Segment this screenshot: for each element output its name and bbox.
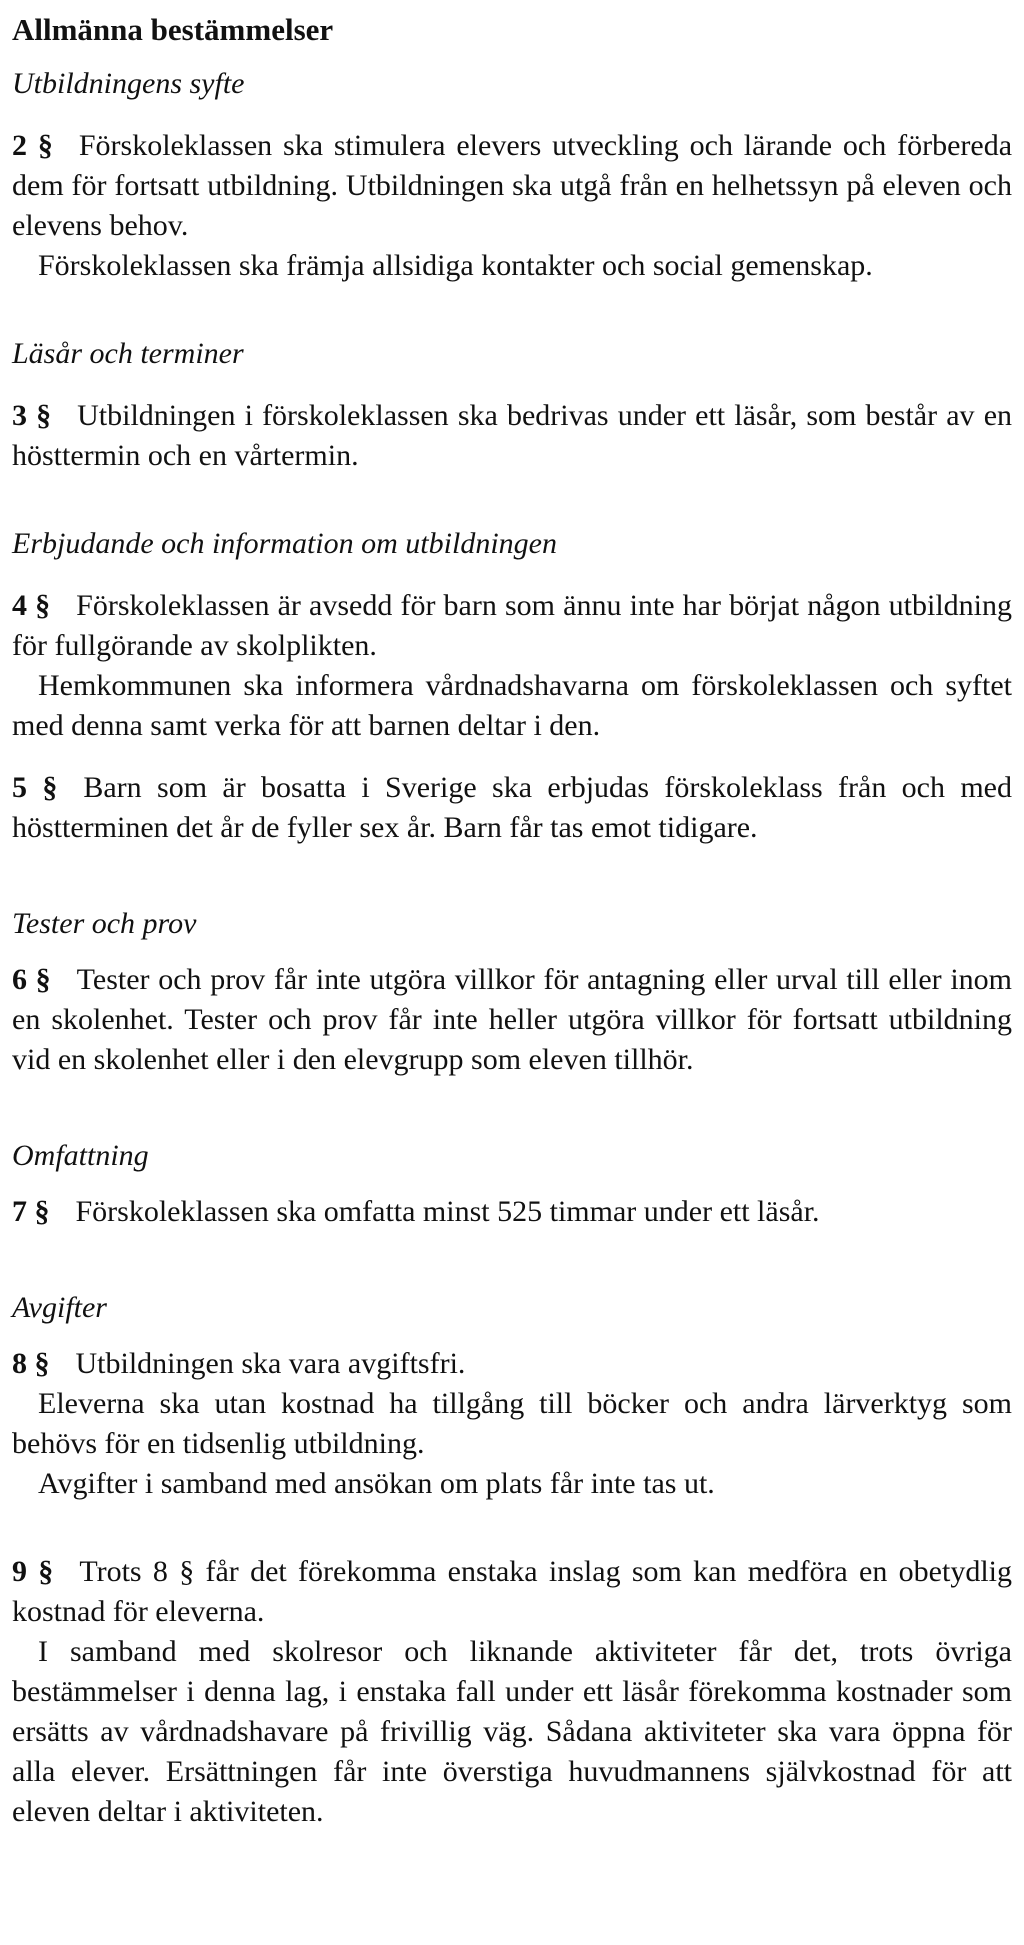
section-heading: Avgifter [12,1291,107,1324]
paragraph-text [12,960,1012,1080]
paragraph-line: Barn som är bosatta i Sverige ska erbjudas förskoleklass från och med höstterminen det år de fyller sex år. Barn får tas emot tidigare. [12,771,1012,844]
paragraph-8 [12,1344,1012,1504]
section-number: 5 § [12,771,58,804]
section-number: 7 § [12,1195,50,1228]
paragraph-4 [12,586,1012,746]
section-utbildningens-syfte [12,64,1012,286]
paragraph-line: Utbildningen i förskoleklassen ska bedrivas under ett läsår, som består av en hösttermin och en vårtermin. [12,399,1013,472]
paragraph-line: Förskoleklassen ska stimulera elevers utveckling och lärande och förbereda dem för fortsatt utbildning. Utbildningen ska utgå från en helhetssyn på eleven och elevens behov. [12,129,1013,242]
paragraph-text: Förskoleklassen ska främja allsidiga kontakter och social gemenskap. [38,249,873,282]
paragraph-line: Förskoleklassen ska omfatta minst 525 timmar under ett läsår. [75,1195,820,1228]
document-title: Allmänna bestämmelser [12,12,334,47]
paragraph-6 [12,960,1012,1080]
paragraph-line: Förskoleklassen är avsedd för barn som ännu inte har börjat någon utbildning för fullgörande av skolplikten. [12,589,1013,662]
section-number: 3 § [12,399,52,432]
paragraph-text: Avgifter i samband med ansökan om plats får inte tas ut. [38,1467,715,1500]
paragraph-text [12,1192,1012,1232]
section-number: 4 § [12,589,51,622]
document-page [12,0,1012,1832]
section-number: 2 § [12,129,53,162]
paragraph-text [12,768,1012,848]
paragraph-5 [12,768,1012,848]
paragraph-text: I samband med skolresor och liknande aktiviteter får det, trots övriga bestämmelser i denna lag, i enstaka fall under ett läsår förekomma kostnader som ersätts av vårdnadshavare på frivillig väg. Sådana aktiviteter ska vara öppna för alla elever. Ersättningen får inte överstiga huvudmannens självkostnad för att eleven deltar i aktiviteten. [12,1635,1012,1828]
section-heading: Läsår och terminer [12,337,244,370]
section-heading: Utbildningens syfte [12,67,245,100]
section-lasar-och-terminer [12,334,1012,476]
section-number: 9 § [12,1555,54,1588]
paragraph-2 [12,126,1012,286]
paragraph-3 [12,396,1012,476]
paragraph-line: Trots 8 § får det förekomma enstaka inslag som kan medföra en obetydlig kostnad för eleverna. [12,1555,1012,1628]
section-erbjudande-och-information [12,524,1012,848]
section-tester-och-prov [12,904,1012,1080]
paragraph-text: Eleverna ska utan kostnad ha tillgång till böcker och andra lärverktyg som behövs för en tidsenlig utbildning. [12,1387,1012,1460]
section-avgifter [12,1288,1012,1832]
paragraph-text [12,1552,1012,1632]
paragraph-9 [12,1552,1012,1832]
paragraph-line: Tester och prov får inte utgöra villkor för antagning eller urval till eller inom en skolenhet. Tester och prov får inte heller utgöra villkor för fortsatt utbildning vid en skolenhet eller i den elevgrupp som eleven tillhör. [12,963,1012,1076]
section-heading: Omfattning [12,1139,149,1172]
paragraph-text [12,1344,1012,1384]
section-heading: Tester och prov [12,907,197,940]
section-heading: Erbjudande och information om utbildningen [12,527,557,560]
paragraph-text [12,126,1012,246]
paragraph-text [12,396,1012,476]
paragraph-text: Hemkommunen ska informera vårdnadshavarna om förskoleklassen och syftet med denna samt verka för att barnen deltar i den. [12,669,1012,742]
section-number: 6 § [12,963,51,996]
section-number: 8 § [12,1347,50,1380]
section-omfattning [12,1136,1012,1232]
paragraph-text [12,586,1012,666]
paragraph-line: Utbildningen ska vara avgiftsfri. [75,1347,466,1380]
paragraph-7 [12,1192,1012,1232]
